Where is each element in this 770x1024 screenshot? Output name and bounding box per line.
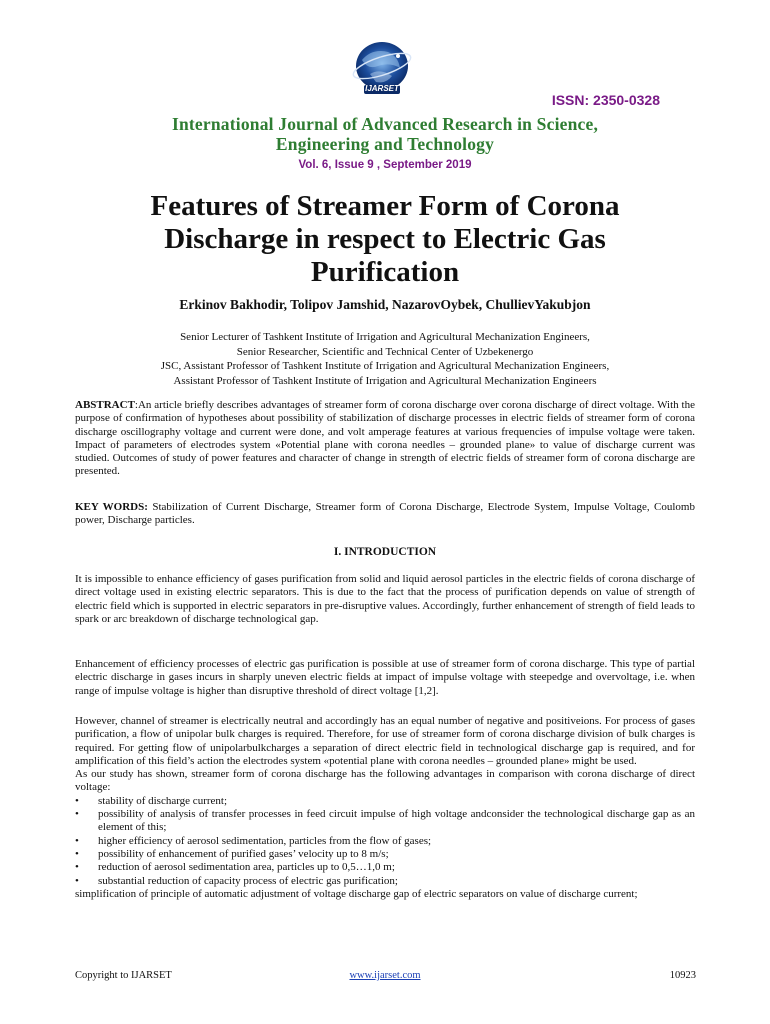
paragraph: simplification of principle of automatic adjustment of voltage discharge gap of electric separators on value of discharge current; [75, 887, 638, 900]
issn-number: ISSN: 2350-0328 [551, 92, 660, 108]
affiliation-line: Assistant Professor of Tashkent Institute of Irrigation and Agricultural Mechanization Engineers [173, 374, 597, 387]
footer-copyright: Copyright to IJARSET [75, 970, 172, 981]
affiliation-line: Senior Lecturer of Tashkent Institute of Irrigation and Agricultural Mechanization Engineers, [180, 331, 590, 343]
list-item: • possibility of enhancement of purified gases’ velocity up to 8 m/s; [75, 848, 695, 861]
abstract-label: ABSTRACT [75, 399, 135, 411]
paragraph: However, channel of streamer is electrically neutral and accordingly has an equal number of negative and positiveions. For process of gases purification, a flow of unipolar bulk charges is required. Therefore, for use of streamer form of corona discharge division of bulk charges is required. For getting flow of unipolarbulkcharges a separation of direct electric field in technological discharge gap is required, and for amplification of this field’s action the electrodes system «potential plane with corona needles – grounded plane» might be used. [75, 715, 695, 767]
journal-title-line2: Engineering and Technology [275, 134, 495, 154]
list-item: • stability of discharge current; [75, 795, 695, 808]
list-item: • substantial reduction of capacity process of electric gas purification; [75, 875, 695, 888]
volume-issue: Vol. 6, Issue 9 , September 2019 [298, 159, 472, 171]
abstract [75, 399, 695, 479]
paper-title: Features of Streamer Form of Corona Discharge in respect to Electric Gas Purification [150, 190, 620, 288]
keywords-text: Stabilization of Current Discharge, Streamer form of Corona Discharge, Electrode System, Impulse Voltage, Coulomb power, Discharge particles. [75, 501, 695, 527]
list-item: • possibility of analysis of transfer processes in feed circuit impulse of high voltage andconsider the technological discharge gap as an element of this; [75, 808, 695, 835]
abstract-text: :An article briefly describes advantages of streamer form of corona discharge over corona discharge of direct voltage. With the purpose of confirmation of hypotheses about possibility of stabilization of discharge processes in electric fields of streamer form of corona discharge oscillography voltage and current were done, and volt amperage features at various frequencies of impulse voltage were taken. Impact of parameters of electrodes system «Potential plane with corona needles – grounded plane» to value of discharge current was studied. Outcomes of study of power features and character of change in strength of electric fields of streamer form of corona discharge are presented. [75, 399, 695, 478]
logo-text: IJARSET [365, 84, 399, 93]
journal-logo [340, 38, 424, 98]
list-item: • reduction of aerosol sedimentation area, particles up to 0,5…1,0 m; [75, 861, 695, 874]
keywords [75, 501, 695, 528]
author-list: Erkinov Bakhodir, Tolipov Jamshid, NazarovOybek, ChullievYakubjon [179, 297, 591, 312]
paragraph: As our study has shown, streamer form of corona discharge has the following advantages in comparison with corona discharge of direct voltage: [75, 768, 695, 794]
journal-title-line1: International Journal of Advanced Research in Science, [171, 114, 599, 134]
list-item: • higher efficiency of aerosol sedimentation, particles from the flow of gases; [75, 835, 695, 848]
paragraph: It is impossible to enhance efficiency of gases purification from solid and liquid aerosol particles in the electric fields of corona discharge of direct voltage used in existing electric separators. This is due to the fact that the process of purification depends on value of strength of electric field which is supported in electric separators in pre-disruptive values. Accordingly, further enhancement of strength of field leads to spark or arc breakdown of discharge technological gap. [75, 573, 695, 625]
affiliation-line: Senior Researcher, Scientific and Technical Center of Uzbekenergo [236, 345, 534, 358]
footer-website-link[interactable]: www.ijarset.com [349, 970, 421, 981]
keywords-label: KEY WORDS: [75, 501, 148, 513]
advantages-list [75, 795, 695, 888]
paragraph: Enhancement of efficiency processes of electric gas purification is possible at use of streamer form of corona discharge. This type of partial electric discharge in gases incurs in sharply uneven electric fields at impact of impulse voltage with steepedge and overvoltage, i.e. when range of impulse voltage is higher than disruptive threshold of direct voltage [1,2]. [75, 658, 695, 697]
section-heading: I. INTRODUCTION [333, 546, 437, 558]
affiliation-line: JSC, Assistant Professor of Tashkent Institute of Irrigation and Agricultural Mechanization Engineers, [160, 360, 610, 372]
page-number: 10923 [669, 970, 696, 981]
affiliations [0, 330, 770, 388]
paragraph-group [75, 715, 695, 901]
